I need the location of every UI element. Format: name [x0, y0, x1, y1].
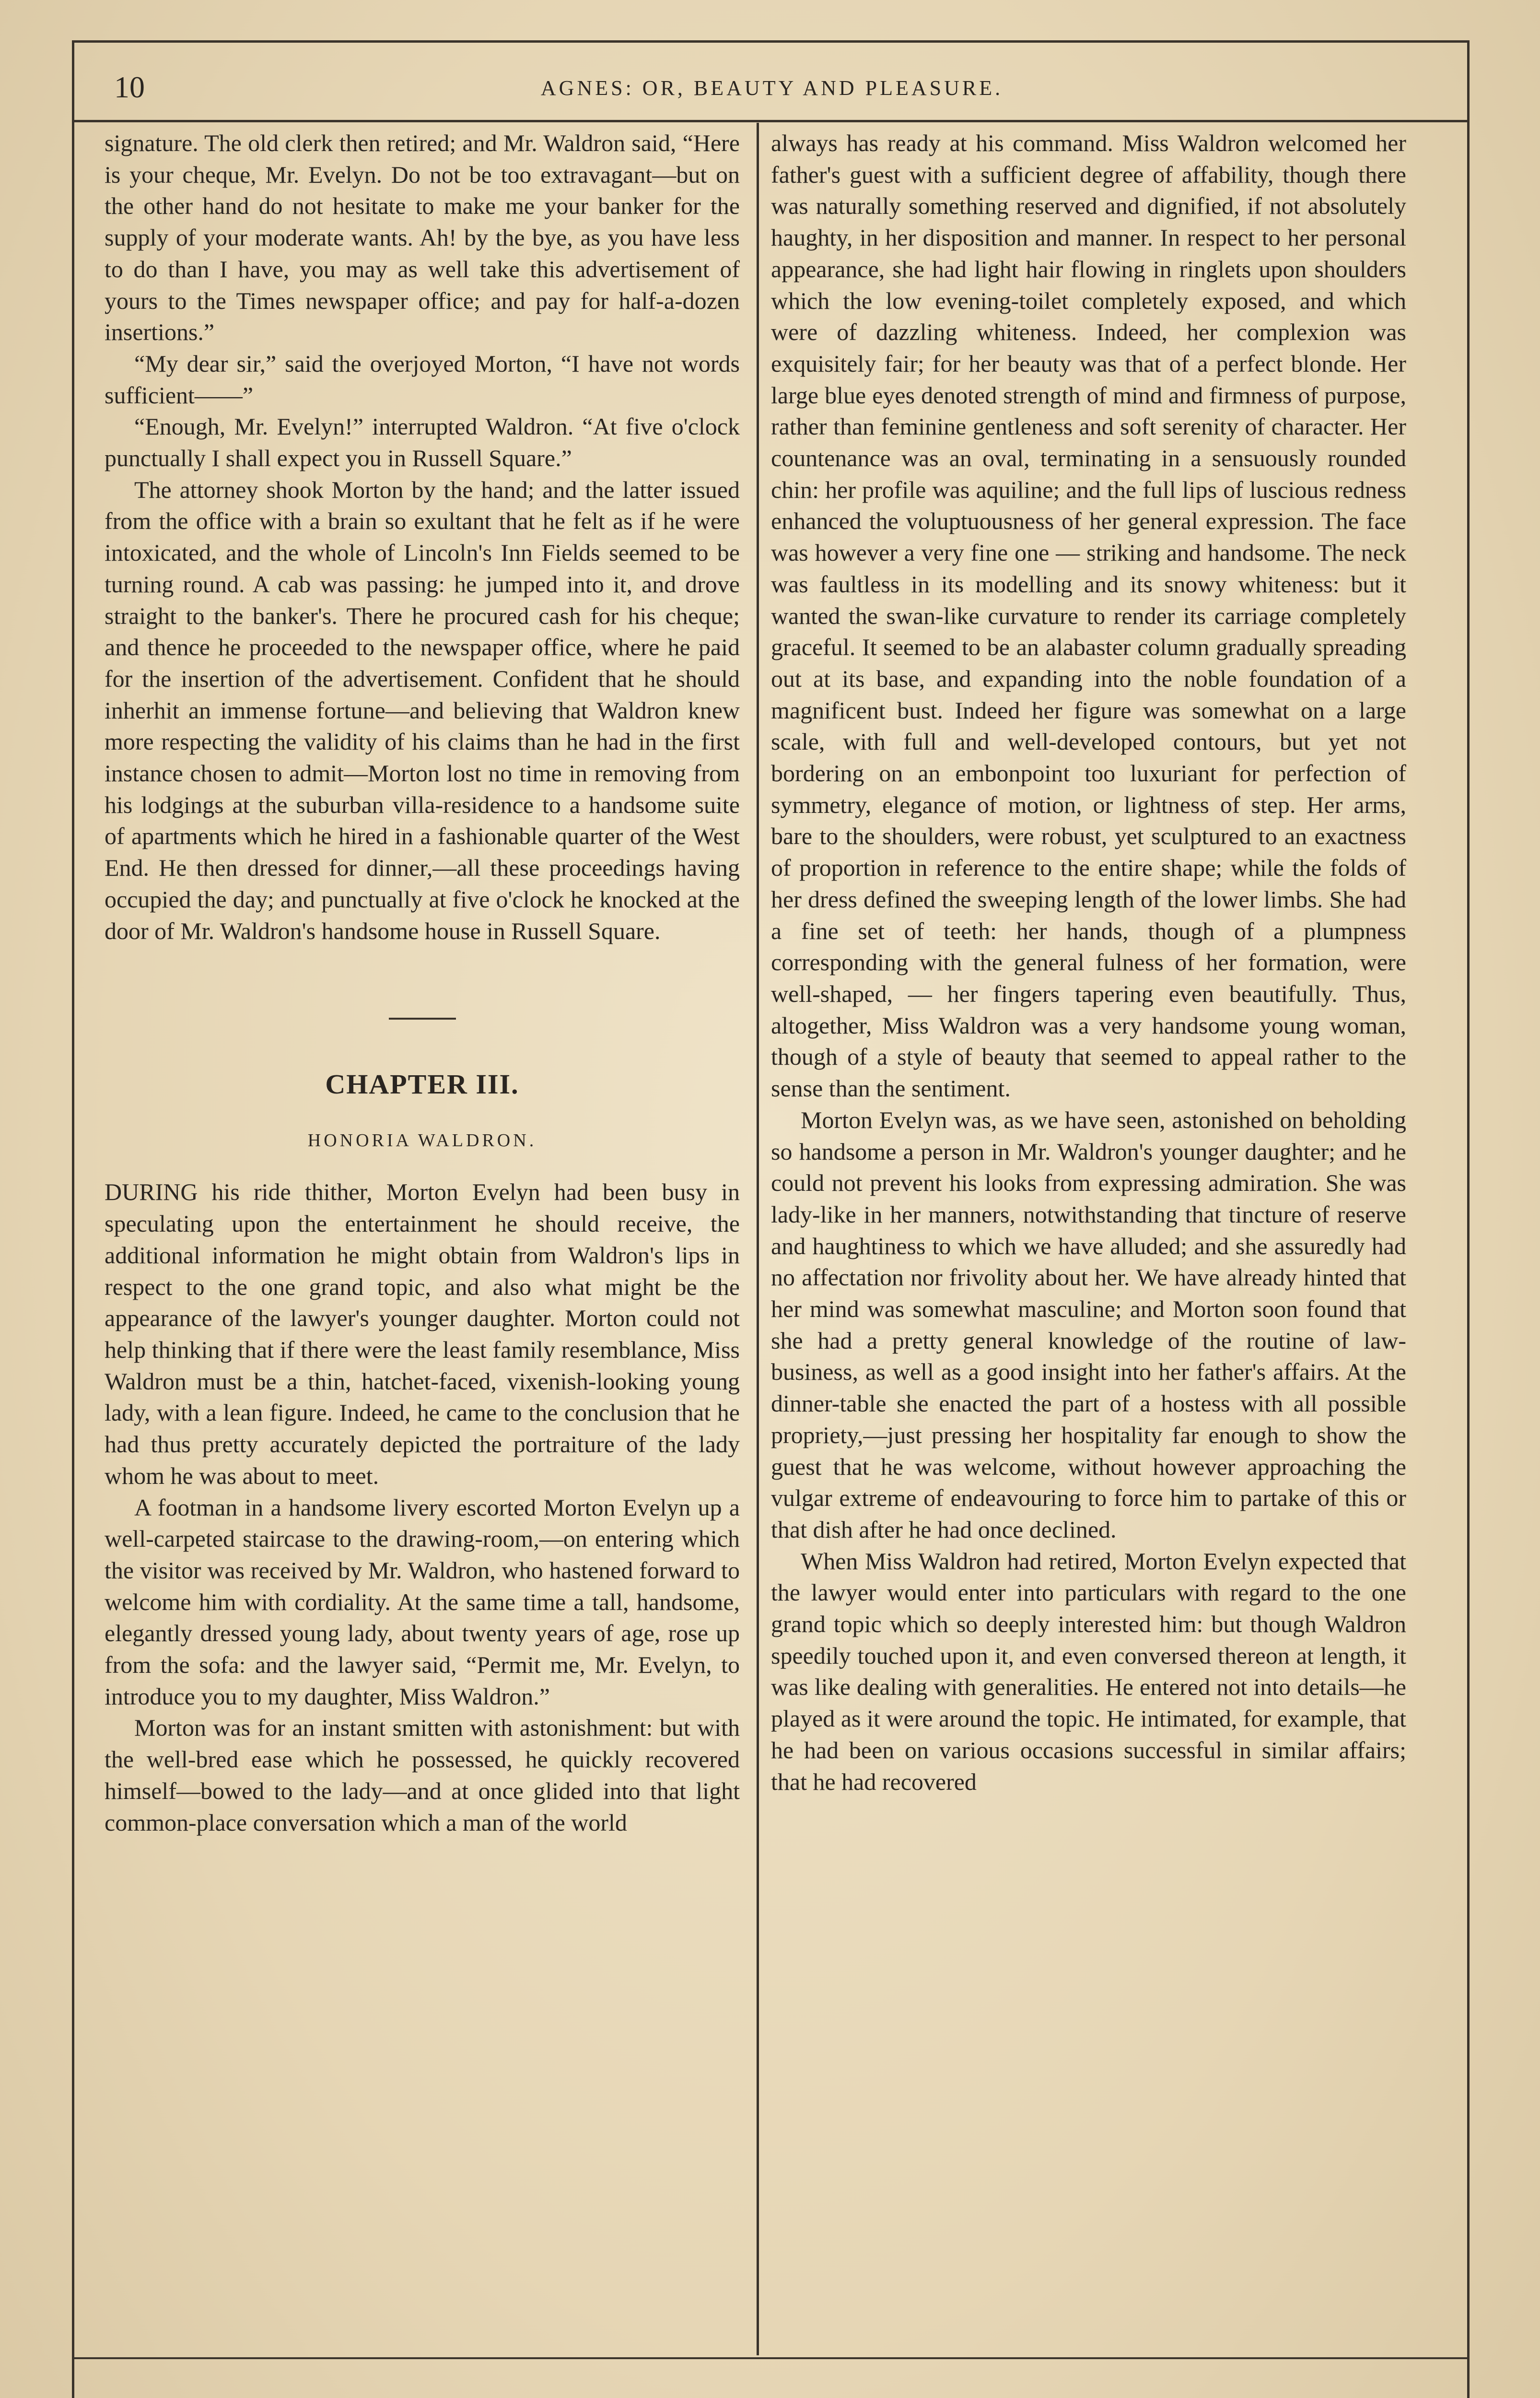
paragraph: When Miss Waldron had retired, Morton Evelyn expected that the lawyer would enter into particulars with regard to the one grand topic which so deeply interested him: but though Waldron speedily touched upon it, and even conversed thereon at length, it was like dealing with generalities. He entered not into details—he played as it were around the topic. He intimated, for example, that he had been on various occasions successful in similar affairs; that he had recovered [771, 1547, 1406, 1795]
chapter-separator [389, 1018, 456, 1020]
paragraph: “My dear sir,” said the overjoyed Morton, “I have not words sufficient——” [105, 350, 740, 409]
paragraph: “Enough, Mr. Evelyn!” interrupted Waldron. “At five o'clock punctually I shall expect you in Russell Square.” [105, 413, 740, 472]
bottom-rule [72, 2357, 1467, 2359]
paragraph: signature. The old clerk then retired; and Mr. Waldron said, “Here is your cheque, Mr. Evelyn. Do not be too extravagant—but on the other hand do not hesitate to make me your banker for the supply of your moderate wants. Ah! by the bye, as you have less to do than I have, you may as well take this advertisement of yours to the Times newspaper office; and pay for half-a-dozen insertions.” [105, 129, 740, 346]
chapter-subtitle: HONORIA WALDRON. [307, 1130, 537, 1151]
chapter-title: CHAPTER III. [325, 1069, 519, 1100]
page-number: 10 [114, 70, 145, 104]
paragraph: A footman in a handsome livery escorted Morton Evelyn up a well-carpeted staircase to the drawing-room,—on entering which the visitor was received by Mr. Waldron, who hastened forward to welcome him with cordiality. At the same time a tall, handsome, elegantly dressed young lady, about twenty years of age, rose up from the sofa: and the lawyer said, “Permit me, Mr. Evelyn, to introduce you to my daughter, Miss Waldron.” [105, 1493, 740, 1710]
column-divider [757, 123, 759, 2355]
header-rule [72, 120, 1467, 122]
paragraph: The attorney shook Morton by the hand; and the latter issued from the office with a brain so exultant that he felt as if he were intoxicated, and the whole of Lincoln's Inn Fields seemed to be turning round. A cab was passing: he jumped into it, and drove straight to the banker's. There he procured cash for his cheque; and thence he proceeded to the newspaper office, where he paid for the insertion of the advertisement. Confident that he should inherhit an immense fortune—and believing that Waldron knew more respecting the validity of his claims than he had in the first instance chosen to admit—Morton lost no time in removing from his lodgings at the suburban villa-residence to a handsome suite of apartments which he hired in a fashionable quarter of the West End. He then dressed for dinner,—all these proceedings having occupied the day; and punctually at five o'clock he knocked at the door of Mr. Waldron's handsome house in Russell Square. [105, 476, 740, 944]
running-head: AGNES: OR, BEAUTY AND PLEASURE. [540, 76, 1003, 100]
left-column [105, 128, 740, 1838]
paragraph: DURING his ride thither, Morton Evelyn had been busy in speculating upon the entertainment he should receive, the additional information he might obtain from Waldron's lips in respect to the one grand topic, and also what might be the appearance of the lawyer's younger daughter. Morton could not help thinking that if there were the least family resemblance, Miss Waldron must be a thin, hatchet-faced, vixenish-looking young lady, with a lean figure. Indeed, he came to the conclusion that he had thus pretty accurately depicted the portraiture of the lady whom he was about to meet. [105, 1178, 740, 1489]
paragraph: always has ready at his command. Miss Waldron welcomed her father's guest with a sufficient degree of affability, though there was naturally something reserved and dignified, if not absolutely haughty, in her disposition and manner. In respect to her personal appearance, she had light hair flowing in ringlets upon shoulders which the low evening-toilet completely exposed, and which were of dazzling whiteness. Indeed, her complexion was exquisitely fair; for her beauty was that of a perfect blonde. Her large blue eyes denoted strength of mind and firmness of purpose, rather than feminine gentleness and soft serenity of character. Her countenance was an oval, terminating in a sensuously rounded chin: her profile was aquiline; and the full lips of luscious redness enhanced the voluptuousness of her general expression. The face was however a very fine one — striking and handsome. The neck was faultless in its modelling and its snowy whiteness: but it wanted the swan-like curvature to render its carriage completely graceful. It seemed to be an alabaster column gradually spreading out at its base, and expanding into the noble foundation of a magnificent bust. Indeed her figure was somewhat on a large scale, with full and well-developed contours, but yet not bordering on an embonpoint too luxuriant for perfection of symmetry, elegance of motion, or lightness of step. Her arms, bare to the shoulders, were robust, yet sculptured to an exactness of proportion in reference to the entire shape; while the folds of her dress defined the sweeping length of the lower limbs. She had a fine set of teeth: her hands, though of a plumpness corresponding with the general fulness of her formation, were well-shaped, — her fingers tapering even beautifully. Thus, altogether, Miss Waldron was a very handsome young woman, though of a style of beauty that seemed to appeal rather to the sense than the sentiment. [771, 129, 1406, 1102]
paragraph: Morton was for an instant smitten with astonishment: but with the well-bred ease which he possessed, he quickly recovered himself—bowed to the lady—and at once glided into that light common-place conversation which a man of the world [105, 1714, 740, 1836]
right-column [771, 128, 1406, 1798]
paragraph: Morton Evelyn was, as we have seen, astonished on beholding so handsome a person in Mr. Waldron's younger daughter; and he could not prevent his looks from expressing admiration. She was lady-like in her manners, notwithstanding that tincture of reserve and haughtiness to which we have alluded; and she assuredly had no affectation nor frivolity about her. We have already hinted that her mind was somewhat masculine; and Morton soon found that she had a pretty general knowledge of the routine of law-business, as well as a good insight into her father's affairs. At the dinner-table she enacted the part of a hostess with all possible propriety,—just pressing her hospitality far enough to show the guest that he was welcome, without however approaching the vulgar extreme of endeavouring to force him to partake of this or that dish after he had once declined. [771, 1106, 1406, 1543]
